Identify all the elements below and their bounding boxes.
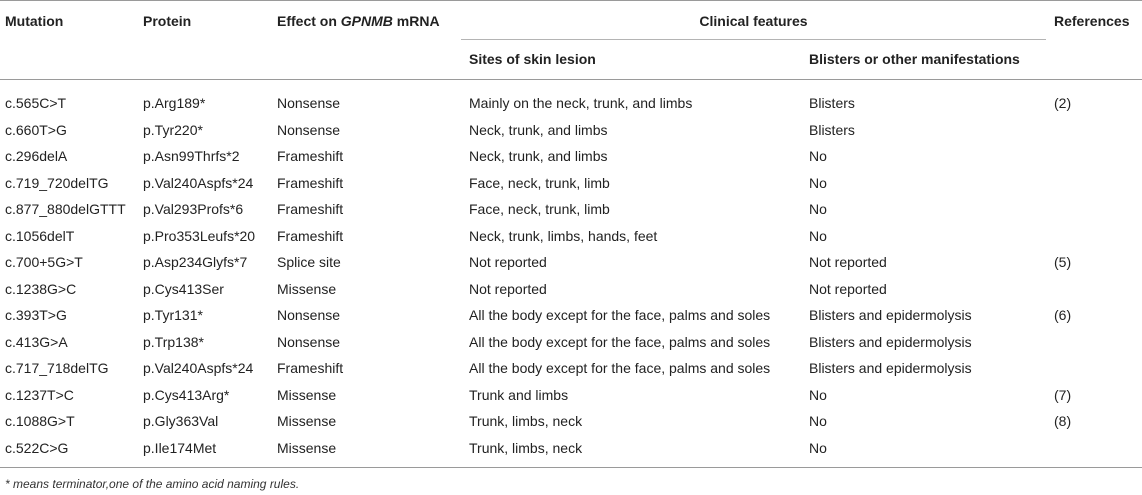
cell-sites: Trunk and limbs xyxy=(469,387,569,403)
cell-blisters: Not reported xyxy=(809,254,887,270)
clinical-subrule xyxy=(461,39,1046,40)
cell-reference: (8) xyxy=(1054,413,1072,429)
cell-sites: All the body except for the face, palms and soles xyxy=(469,334,771,350)
cell-mutation: c.413G>A xyxy=(5,334,68,350)
cell-blisters: Blisters and epidermolysis xyxy=(809,334,972,350)
cell-blisters: Blisters and epidermolysis xyxy=(809,360,972,376)
header-effect-suffix: mRNA xyxy=(392,13,440,29)
cell-blisters: No xyxy=(809,413,827,429)
cell-sites: Mainly on the neck, trunk, and limbs xyxy=(469,95,693,111)
header-clinical-features: Clinical features xyxy=(699,13,808,29)
cell-protein: p.Tyr220* xyxy=(143,122,203,138)
cell-protein: p.Gly363Val xyxy=(143,413,219,429)
cell-effect: Missense xyxy=(277,281,337,297)
cell-protein: p.Asn99Thrfs*2 xyxy=(143,148,240,164)
bottom-rule xyxy=(0,467,1142,468)
cell-reference: (5) xyxy=(1054,254,1072,270)
cell-sites: Face, neck, trunk, limb xyxy=(469,201,610,217)
cell-blisters: No xyxy=(809,387,827,403)
cell-mutation: c.1056delT xyxy=(5,228,75,244)
cell-protein: p.Trp138* xyxy=(143,334,204,350)
cell-sites: Not reported xyxy=(469,281,547,297)
cell-effect: Missense xyxy=(277,440,337,456)
cell-sites: Trunk, limbs, neck xyxy=(469,440,583,456)
cell-mutation: c.1238G>C xyxy=(5,281,77,297)
cell-effect: Missense xyxy=(277,387,337,403)
cell-blisters: Blisters xyxy=(809,122,855,138)
cell-effect: Nonsense xyxy=(277,122,341,138)
header-bottom-rule xyxy=(0,79,1142,80)
cell-effect: Splice site xyxy=(277,254,341,270)
cell-protein: p.Cys413Ser xyxy=(143,281,224,297)
cell-sites: Neck, trunk, and limbs xyxy=(469,122,608,138)
header-effect-prefix: Effect on xyxy=(277,13,341,29)
cell-protein: p.Tyr131* xyxy=(143,307,203,323)
footnote: * means terminator,one of the amino acid naming rules. xyxy=(5,477,300,491)
cell-mutation: c.565C>T xyxy=(5,95,67,111)
cell-blisters: Not reported xyxy=(809,281,887,297)
cell-effect: Frameshift xyxy=(277,228,344,244)
cell-effect: Nonsense xyxy=(277,334,341,350)
cell-mutation: c.296delA xyxy=(5,148,68,164)
cell-effect: Nonsense xyxy=(277,95,341,111)
cell-protein: p.Val240Aspfs*24 xyxy=(143,175,254,191)
header-blisters: Blisters or other manifestations xyxy=(809,51,1020,67)
cell-blisters: Blisters xyxy=(809,95,855,111)
cell-reference: (2) xyxy=(1054,95,1072,111)
cell-mutation: c.719_720delTG xyxy=(5,175,109,191)
header-effect-gene: GPNMB xyxy=(340,13,393,29)
cell-effect: Nonsense xyxy=(277,307,341,323)
cell-blisters: No xyxy=(809,148,827,164)
cell-sites: Neck, trunk, limbs, hands, feet xyxy=(469,228,658,244)
cell-mutation: c.1237T>C xyxy=(5,387,74,403)
header-mutation: Mutation xyxy=(5,13,64,29)
cell-sites: All the body except for the face, palms and soles xyxy=(469,307,771,323)
cell-blisters: No xyxy=(809,228,827,244)
cell-mutation: c.522C>G xyxy=(5,440,69,456)
header-effect xyxy=(277,12,440,30)
cell-protein: p.Pro353Leufs*20 xyxy=(143,228,256,244)
cell-blisters: Blisters and epidermolysis xyxy=(809,307,972,323)
cell-effect: Frameshift xyxy=(277,360,344,376)
cell-effect: Missense xyxy=(277,413,337,429)
cell-mutation: c.393T>G xyxy=(5,307,67,323)
cell-protein: p.Val293Profs*6 xyxy=(143,201,244,217)
cell-protein: p.Asp234Glyfs*7 xyxy=(143,254,248,270)
cell-protein: p.Val240Aspfs*24 xyxy=(143,360,254,376)
header-protein: Protein xyxy=(143,13,192,29)
header-references: References xyxy=(1054,13,1130,29)
cell-blisters: No xyxy=(809,440,827,456)
cell-sites: Trunk, limbs, neck xyxy=(469,413,583,429)
top-rule xyxy=(0,0,1142,1)
cell-reference: (6) xyxy=(1054,307,1072,323)
cell-mutation: c.1088G>T xyxy=(5,413,75,429)
cell-effect: Frameshift xyxy=(277,201,344,217)
cell-protein: p.Cys413Arg* xyxy=(143,387,230,403)
cell-blisters: No xyxy=(809,175,827,191)
cell-effect: Frameshift xyxy=(277,148,344,164)
header-sites: Sites of skin lesion xyxy=(469,51,596,67)
cell-sites: Face, neck, trunk, limb xyxy=(469,175,610,191)
cell-blisters: No xyxy=(809,201,827,217)
cell-mutation: c.877_880delGTTT xyxy=(5,201,126,217)
cell-mutation: c.717_718delTG xyxy=(5,360,109,376)
cell-mutation: c.660T>G xyxy=(5,122,67,138)
cell-sites: All the body except for the face, palms and soles xyxy=(469,360,771,376)
cell-protein: p.Ile174Met xyxy=(143,440,217,456)
cell-sites: Not reported xyxy=(469,254,547,270)
cell-effect: Frameshift xyxy=(277,175,344,191)
cell-reference: (7) xyxy=(1054,387,1072,403)
cell-mutation: c.700+5G>T xyxy=(5,254,83,270)
cell-sites: Neck, trunk, and limbs xyxy=(469,148,608,164)
cell-protein: p.Arg189* xyxy=(143,95,206,111)
